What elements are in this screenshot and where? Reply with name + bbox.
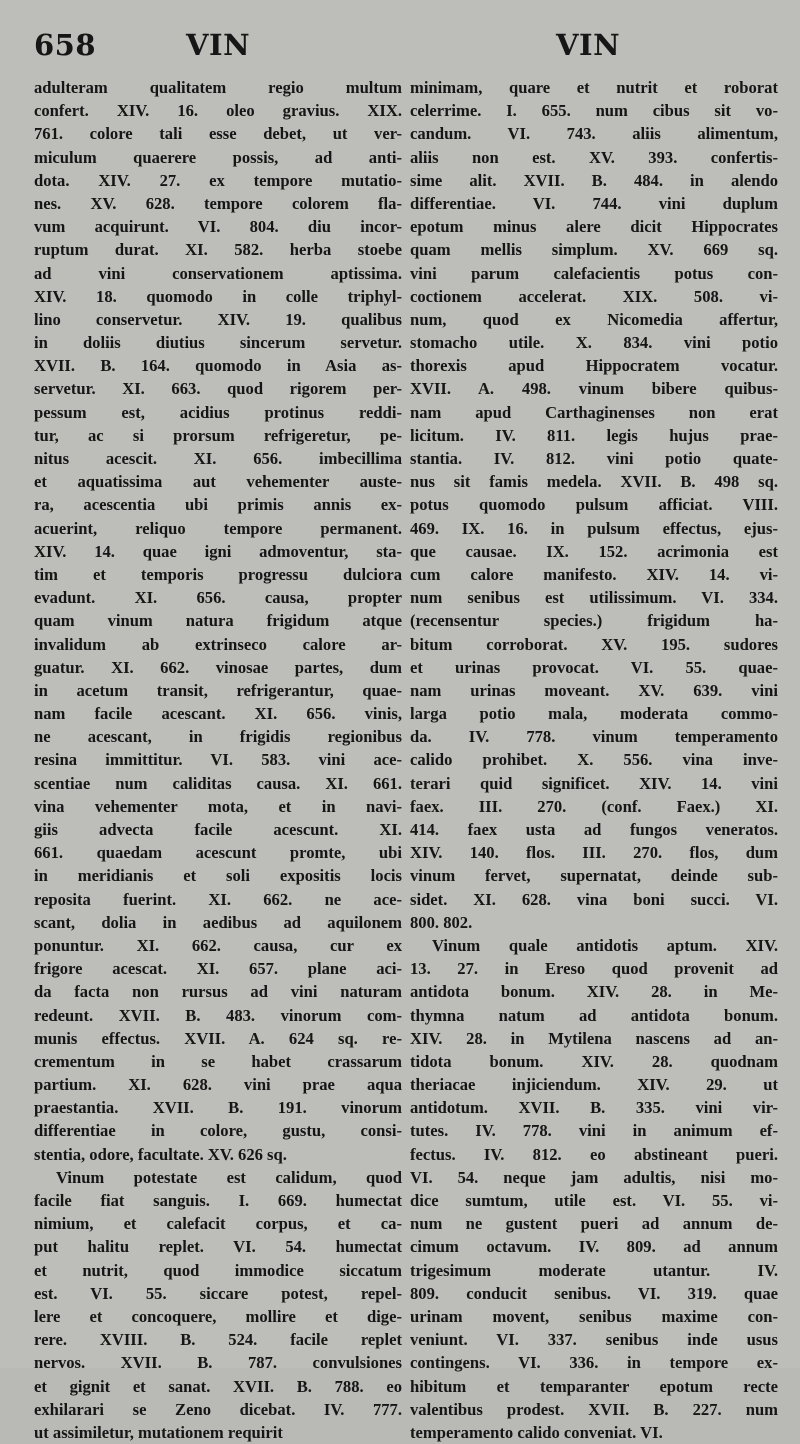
text-line: da. IV. 778. vinum temperamento [410, 727, 778, 747]
text-line: XIV. 18. quomodo in colle triphyl- [34, 286, 402, 306]
text-line: 13. 27. in Ereso quod provenit ad [410, 959, 778, 979]
text-line: pessum est, acidius protinus reddi- [34, 402, 402, 422]
text-line: scentiae num caliditas causa. XI. 661. [34, 773, 402, 793]
right-running-head: VIN [556, 28, 621, 62]
text-line: reposita fuerint. XI. 662. ne ace- [34, 889, 402, 909]
text-line: nus sit famis medela. XVII. B. 498 sq. [410, 472, 778, 492]
text-line: 469. IX. 16. in pulsum effectus, ejus- [410, 518, 778, 538]
text-line: urinam movent, senibus maxime con- [410, 1306, 778, 1326]
text-line: num, quod ex Nicomedia affertur, [410, 309, 778, 329]
text-line: rere. XVIII. B. 524. facile replet [34, 1330, 402, 1350]
text-line: ponuntur. XI. 662. causa, cur ex [34, 935, 402, 955]
running-header [0, 22, 800, 66]
text-line: est. VI. 55. siccare potest, repel- [34, 1283, 402, 1303]
text-line: valentibus prodest. XVII. B. 227. num [410, 1399, 778, 1419]
text-line: in acetum transit, refrigerantur, quae- [34, 680, 402, 700]
text-line: XIV. 140. flos. III. 270. flos, dum [410, 843, 778, 863]
text-line: put halitu replet. VI. 54. humectat [34, 1237, 402, 1257]
text-line: invalidum ab extrinseco calore ar- [34, 634, 402, 654]
text-line: quam vinum natura frigidum atque [34, 611, 402, 631]
text-line: differentiae in colore, gustu, consi- [34, 1121, 402, 1141]
text-line: vina vehementer mota, et in navi- [34, 796, 402, 816]
text-line: facile fiat sanguis. I. 669. humectat [34, 1191, 402, 1210]
text-line: aliis non est. XV. 393. confertis- [410, 147, 778, 167]
text-line: da facta non rursus ad vini naturam [34, 982, 402, 1002]
text-line: larga potio mala, moderata commo- [410, 704, 778, 724]
text-line: et nutrit, quod immodice siccatum [34, 1260, 402, 1280]
text-line: ut assimiletur, mutationem requirit [34, 1422, 283, 1442]
text-line: coctionem accelerat. XIX. 508. vi- [410, 286, 778, 306]
text-line: acuerint, reliquo tempore permanent. [34, 518, 402, 538]
left-running-head: VIN [186, 28, 251, 62]
text-line: bitum corroborat. XV. 195. sudores [410, 634, 778, 654]
text-line: ne acescant, in frigidis regionibus [34, 727, 402, 747]
text-line: Vinum quale antidotis aptum. XIV. [432, 935, 778, 955]
text-line: calido prohibet. X. 556. vina inve- [410, 750, 778, 770]
text-line: scant, dolia in aedibus ad aquilonem [34, 912, 402, 932]
text-line: vinum fervet, supernatat, deinde sub- [410, 866, 778, 886]
text-line: nam urinas moveant. XV. 639. vini [410, 680, 778, 700]
text-line: sidet. XI. 628. vina boni succi. VI. [410, 889, 778, 909]
text-line: lere et concoquere, mollire et dige- [34, 1306, 402, 1326]
text-line: et aquatissima aut vehementer auste- [34, 472, 402, 492]
text-line: licitum. IV. 811. legis hujus prae- [410, 425, 778, 445]
text-line: tidota bonum. XIV. 28. quodnam [410, 1051, 778, 1071]
text-line: VI. 54. neque jam adultis, nisi mo- [410, 1167, 778, 1187]
page-number: 658 [34, 28, 97, 62]
text-line: Vinum potestate est calidum, quod [56, 1167, 402, 1187]
right-text-column [410, 76, 778, 1444]
text-line: antidotum. XVII. B. 335. vini vir- [410, 1098, 778, 1118]
text-line: redeunt. XVII. B. 483. vinorum com- [34, 1005, 402, 1025]
text-line: et urinas provocat. VI. 55. quae- [410, 657, 778, 677]
text-line: vum acquirunt. VI. 804. diu incor- [34, 217, 402, 237]
text-line: sime alit. XVII. B. 484. in alendo [410, 170, 778, 190]
text-line: ruptum durat. XI. 582. herba stoebe [34, 240, 402, 260]
text-line: confert. XIV. 16. oleo gravius. XIX. [34, 101, 402, 121]
text-line: stantia. IV. 812. vini potio quate- [410, 449, 778, 468]
text-line: guatur. XI. 662. vinosae partes, dum [34, 657, 402, 677]
text-line: evadunt. XI. 656. causa, propter [34, 588, 402, 608]
text-line: frigore acescat. XI. 657. plane aci- [34, 959, 402, 979]
text-line: giis advecta facile acescunt. XI. [34, 820, 402, 839]
text-line: miculum quaerere possis, ad anti- [34, 147, 402, 167]
text-line: crementum in se habet crassarum [34, 1051, 402, 1071]
text-line: cum calore manifesto. XIV. 14. vi- [410, 564, 778, 584]
text-line: nes. XV. 628. tempore colorem fla- [34, 193, 402, 213]
text-line: contingens. VI. 336. in tempore ex- [410, 1353, 778, 1373]
text-line: tur, ac si prorsum refrigeretur, pe- [34, 425, 402, 445]
text-line: (recensentur species.) frigidum ha- [410, 611, 778, 631]
text-line: et gignit et sanat. XVII. B. 788. eo [34, 1376, 402, 1396]
text-line: cimum octavum. IV. 809. ad annum [410, 1237, 778, 1257]
text-line: stomacho utile. X. 834. vini potio [410, 333, 778, 353]
text-line: theriacae injiciendum. XIV. 29. ut [410, 1075, 778, 1095]
text-line: thymna natum ad antidota bonum. [410, 1005, 778, 1025]
left-text-column [34, 76, 402, 1444]
text-line: potus quomodo pulsum afficiat. VIII. [410, 495, 778, 515]
text-line: 809. conducit senibus. VI. 319. quae [410, 1283, 778, 1303]
text-line: 414. faex usta ad fungos veneratos. [410, 820, 778, 839]
text-line: terari quid significet. XIV. 14. vini [410, 773, 778, 793]
text-line: antidota bonum. XIV. 28. in Me- [410, 982, 778, 1002]
text-line: ad vini conservationem aptissima. [34, 263, 402, 283]
text-line: XIV. 28. in Mytilena nascens ad an- [410, 1028, 778, 1048]
text-line: 800. 802. [410, 912, 473, 932]
text-line: quam mellis simplum. XV. 669 sq. [410, 240, 778, 260]
text-line: dice sumtum, utile est. VI. 55. vi- [410, 1191, 778, 1210]
text-line: nam apud Carthaginenses non erat [410, 402, 778, 422]
text-line: ra, acescentia ubi primis annis ex- [34, 495, 402, 515]
text-line: faex. III. 270. (conf. Faex.) XI. [410, 796, 778, 816]
text-line: num senibus est utilissimum. VI. 334. [410, 588, 778, 608]
text-line: nam facile acescant. XI. 656. vinis, [34, 704, 402, 724]
text-line: nervos. XVII. B. 787. convulsiones [34, 1353, 402, 1373]
text-line: temperamento calido conveniat. VI. [410, 1422, 663, 1442]
text-line: dota. XIV. 27. ex tempore mutatio- [34, 170, 402, 190]
text-line: nitus acescit. XI. 656. imbecillima [34, 449, 402, 468]
text-line: minimam, quare et nutrit et roborat [410, 78, 778, 97]
text-line: candum. VI. 743. aliis alimentum, [410, 124, 778, 144]
text-line: XVII. B. 164. quomodo in Asia as- [34, 356, 402, 376]
text-line: resina immittitur. VI. 583. vini ace- [34, 750, 402, 770]
text-line: num ne gustent pueri ad annum de- [410, 1214, 778, 1234]
text-line: celerrime. I. 655. num cibus sit vo- [410, 101, 778, 121]
text-line: hibitum et temparanter epotum recte [410, 1376, 778, 1396]
text-line: epotum minus alere dicit Hippocrates [410, 217, 778, 237]
text-line: trigesimum moderate utantur. IV. [410, 1260, 778, 1280]
text-line: veniunt. VI. 337. senibus inde usus [410, 1330, 778, 1350]
text-line: 661. quaedam acescunt promte, ubi [34, 843, 402, 863]
text-line: praestantia. XVII. B. 191. vinorum [34, 1098, 402, 1118]
text-line: adulteram qualitatem regio multum [34, 78, 402, 97]
text-line: stentia, odore, facultate. XV. 626 sq. [34, 1144, 287, 1164]
text-line: que causae. IX. 152. acrimonia est [410, 541, 778, 561]
text-line: 761. colore tali esse debet, ut ver- [34, 124, 402, 144]
text-line: tim et temporis progressu dulciora [34, 564, 402, 584]
text-line: exhilarari se Zeno dicebat. IV. 777. [34, 1399, 402, 1419]
text-line: XIV. 14. quae igni admoventur, sta- [34, 541, 402, 561]
text-line: thorexis apud Hippocratem vocatur. [410, 356, 778, 376]
text-line: differentiae. VI. 744. vini duplum [410, 193, 778, 213]
text-line: munis effectus. XVII. A. 624 sq. re- [34, 1028, 402, 1048]
text-line: in meridianis et soli expositis locis [34, 866, 402, 886]
text-line: vini parum calefacientis potus con- [410, 263, 778, 283]
text-line: servetur. XI. 663. quod rigorem per- [34, 379, 402, 399]
text-line: nimium, et calefacit corpus, et ca- [34, 1214, 402, 1234]
text-line: tutes. IV. 778. vini in animum ef- [410, 1121, 778, 1141]
text-line: partium. XI. 628. vini prae aqua [34, 1075, 402, 1095]
text-line: fectus. IV. 812. eo abstineant pueri. [410, 1144, 778, 1164]
text-line: XVII. A. 498. vinum bibere quibus- [410, 379, 778, 399]
text-line: lino conservetur. XIV. 19. qualibus [34, 309, 402, 329]
text-line: in doliis diutius sincerum servetur. [34, 333, 402, 353]
